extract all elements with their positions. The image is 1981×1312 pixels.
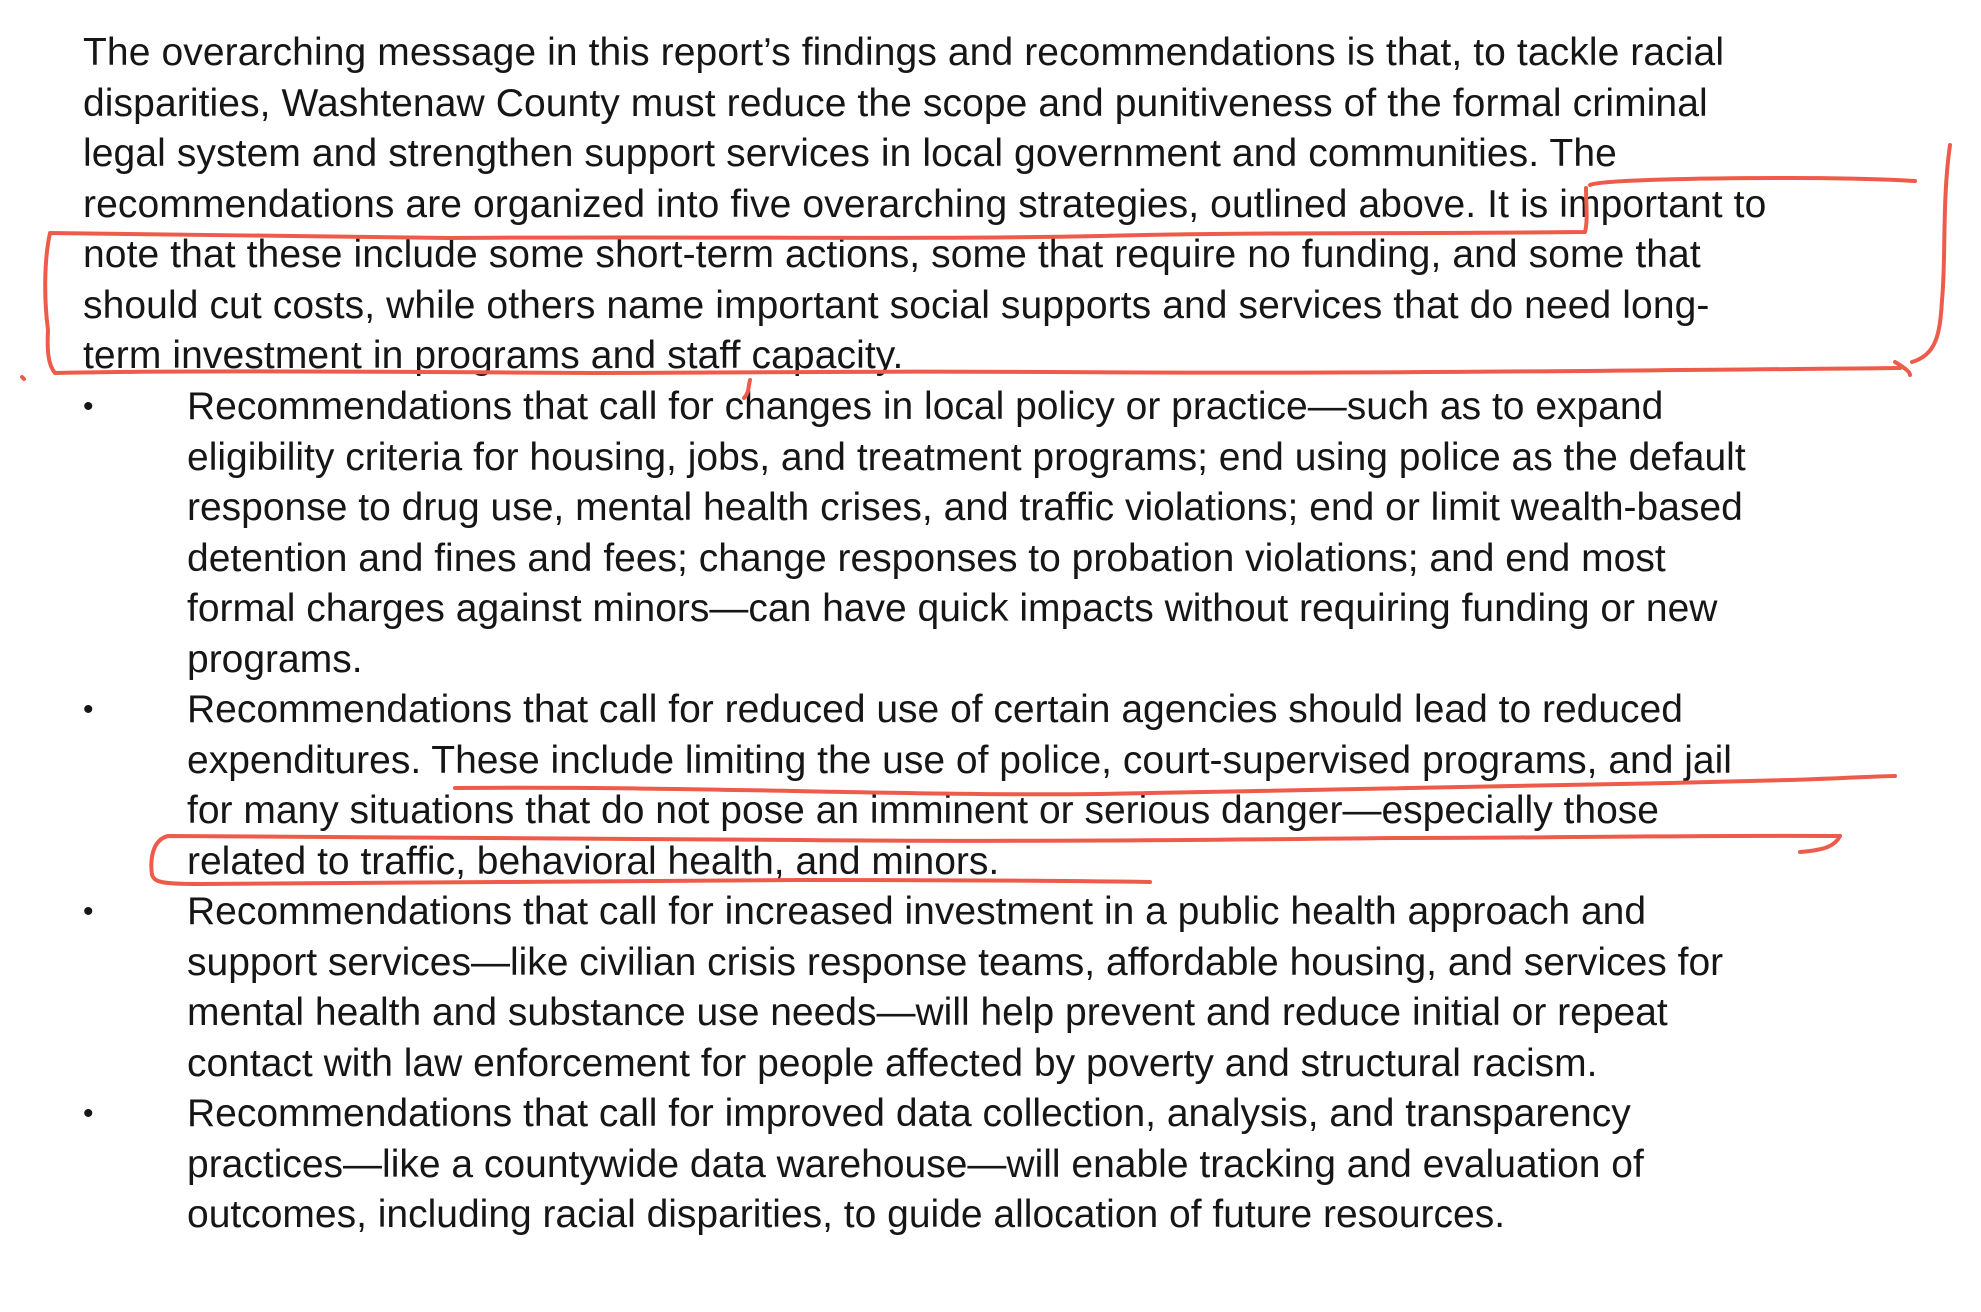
- intro-line: should cut costs, while others name important social supports and services that do need long-: [83, 283, 1710, 327]
- intro-line: term investment in programs and staff capacity.: [83, 334, 904, 377]
- list-item-line: mental health and substance use needs—will help prevent and reduce initial or repeat: [187, 991, 1668, 1034]
- list-item-line: formal charges against minors—can have quick impacts without requiring funding or new: [187, 587, 1718, 630]
- intro-paragraph: [83, 28, 1923, 382]
- list-item-line: expenditures. These include limiting the use of police, court-supervised programs, and jail: [187, 738, 1732, 782]
- list-item-line: support services—like civilian crisis response teams, affordable housing, and services for: [187, 940, 1724, 984]
- list-item-line: detention and fines and fees; change responses to probation violations; and end most: [187, 536, 1666, 580]
- list-item-line: response to drug use, mental health crises, and traffic violations; end or limit wealth-based: [187, 486, 1743, 529]
- list-item-line: Recommendations that call for reduced use of certain agencies should lead to reduced: [187, 688, 1683, 731]
- list-item-line: Recommendations that call for changes in local policy or practice—such as to expand: [187, 385, 1664, 428]
- bullet-icon: •: [83, 1097, 94, 1130]
- annotation-dot: [22, 377, 24, 379]
- list-item: [83, 1089, 1923, 1241]
- list-item-line: eligibility criteria for housing, jobs, and treatment programs; end using police as the default: [187, 435, 1746, 479]
- list-item-line: contact with law enforcement for people affected by poverty and structural racism.: [187, 1041, 1598, 1085]
- list-item: [83, 382, 1923, 685]
- list-item-line: practices—like a countywide data warehouse—will enable tracking and evaluation of: [187, 1142, 1644, 1186]
- list-item-line: outcomes, including racial disparities, to guide allocation of future resources.: [187, 1193, 1506, 1236]
- list-item-line: for many situations that do not pose an imminent or serious danger—especially those: [187, 789, 1659, 832]
- intro-line: legal system and strengthen support services in local government and communities. The: [83, 132, 1617, 175]
- bullet-icon: •: [83, 895, 94, 928]
- list-item-line: related to traffic, behavioral health, and minors.: [187, 839, 1000, 883]
- list-item-line: programs.: [187, 637, 363, 681]
- recommendations-list: [83, 382, 1923, 1241]
- list-item: [83, 887, 1923, 1089]
- bullet-icon: •: [83, 693, 94, 726]
- list-item-line: Recommendations that call for increased investment in a public health approach and: [187, 890, 1647, 933]
- intro-line: recommendations are organized into five overarching strategies, outlined above. It is important to: [83, 182, 1767, 226]
- intro-line: The overarching message in this report’s findings and recommendations is that, to tackle racial: [83, 31, 1725, 74]
- intro-line: note that these include some short-term actions, some that require no funding, and some that: [83, 233, 1701, 276]
- list-item-line: Recommendations that call for improved data collection, analysis, and transparency: [187, 1092, 1631, 1135]
- intro-line: disparities, Washtenaw County must reduce the scope and punitiveness of the formal criminal: [83, 81, 1708, 125]
- list-item: [83, 685, 1923, 887]
- bullet-icon: •: [83, 390, 94, 423]
